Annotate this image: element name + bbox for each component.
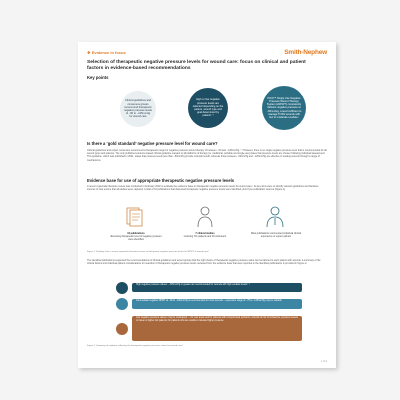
brand-logo: Smith‑Nephew — [284, 49, 327, 56]
intermediate-pressure-icon — [116, 298, 128, 310]
key-point-2: High or low negative pressure levels are selected depending on the patient, wound type and goal determined by patient¹⁻³ — [188, 88, 228, 128]
figure1-caption: Figure 1. Findings from a recent systematic literature review on therapeutic negative pressure levels for NPWT in wound care¹ — [87, 251, 209, 253]
figure2-caption: Figure 2. Summary of evidence reflecting the therapeutic negative pressure values for wound care¹ — [87, 345, 183, 347]
clinician-icon — [264, 205, 286, 229]
section1-heading: Is there a ‘gold standard’ negative pressure level for wound care? — [87, 141, 218, 146]
level-high: High negative pressure values: −125mmHg or greater are recommended for wounds with high exudate levels¹⁻³ — [132, 283, 302, 292]
level-intermediate: Intermediate negative NPWT at −80 to −100mmHg is recommended for most wounds – a pressure range of −75 to −125mmHg may be suitable — [132, 299, 302, 309]
stat-clinical-studies-value: 7 clinical studies — [195, 232, 215, 235]
header — [87, 49, 327, 59]
evidence-in-focus-tag: ❖ Evidence in focus — [87, 50, 126, 55]
key-points-heading: Key points — [87, 75, 109, 80]
high-pressure-icon — [116, 282, 128, 294]
stat-expert-opinion — [248, 232, 304, 238]
section2-heading: Evidence base for use of appropriate therapeutic negative pressure levels — [87, 178, 235, 183]
section1-paragraph: Clinical guidelines and expert consensus recommend a therapeutic range for negative pressure wound therapy of between −60 and −125mmHg.¹⁻³ However, there is no single negative pressure level that is recommended for all wound types and patients. The only published evidence-based clinical guideline relevant to all platforms of therapy (ie. traditional, portable and single-use) states that pressure levels are chosen following individual assessment. This guideline, which was published in 2021, states that pressure levels less than −60mmHg provide minimal benefit, whereas those between −60mmHg and −125mmHg are effective in treating wounds through a range of mechanisms. — [87, 149, 327, 162]
stat-publications — [110, 232, 162, 241]
stat-expert-opinion-label: Most publications commented individual clinical experience or expert opinion — [250, 232, 302, 238]
key-point-1: Clinical guidelines and consensus groups recommend therapeutic negative pressure levels of −60 to −125mmHg for wound care — [120, 91, 156, 127]
level-low: Low negative pressure values: may be considered — for new areas and for patients with compromised perfusion, wounds at risk of ischaemia, exposed vessels or tissue in higher risk patients; for patients who are unable to tolerate higher pressure. — [132, 316, 302, 341]
stat-clinical-studies — [179, 232, 231, 238]
low-pressure-icon — [116, 323, 128, 335]
document-page — [78, 42, 336, 368]
stat-publications-value: 16 publications — [127, 232, 145, 235]
section3-paragraph: The identified publications supported the recommendations of clinical guidelines and expert groups that the right choice of therapeutic negative pressure value can be tailored to each patient with wounds. A summary of the clinical factors and individual patient considerations for selection of therapeutic negative pressure levels reviewed from the evidence base that were reported in the identified publications is provided in Figure 2. — [87, 259, 321, 266]
stat-clinical-studies-label: involving 711 patients and 18 volunteers — [183, 235, 227, 238]
patient-icon — [195, 205, 215, 229]
page-number: 1 of 2 — [321, 360, 327, 363]
section2-paragraph: A recent systematic literature review was conducted in February 2022 to evaluate the evidence base on therapeutic negative pressure levels for wound care.¹ Its key aims were to identify relevant guidelines and literature sources to help ensure that all studies were captured. A total of 16 publications that discussed therapeutic negative pressure levels were identified, plus 6 pre-publication sources (Figure 1). — [87, 185, 319, 192]
documents-icon — [125, 206, 145, 228]
stat-publications-label: discussing therapeutic level of negative pressure were identified — [110, 235, 162, 241]
key-point-3: PICO™ Single Use Negative Pressure Wound Therapy System (sNPWT) consistently delivers negative pressure at −80mmHg, a level sufficient to manage TOSS wounds with low to moderate exudate⁴ — [262, 86, 306, 130]
page-title: Selection of therapeutic negative pressure levels for wound care: focus on clinical and patient factors in evidence-based recommendations — [87, 60, 306, 71]
